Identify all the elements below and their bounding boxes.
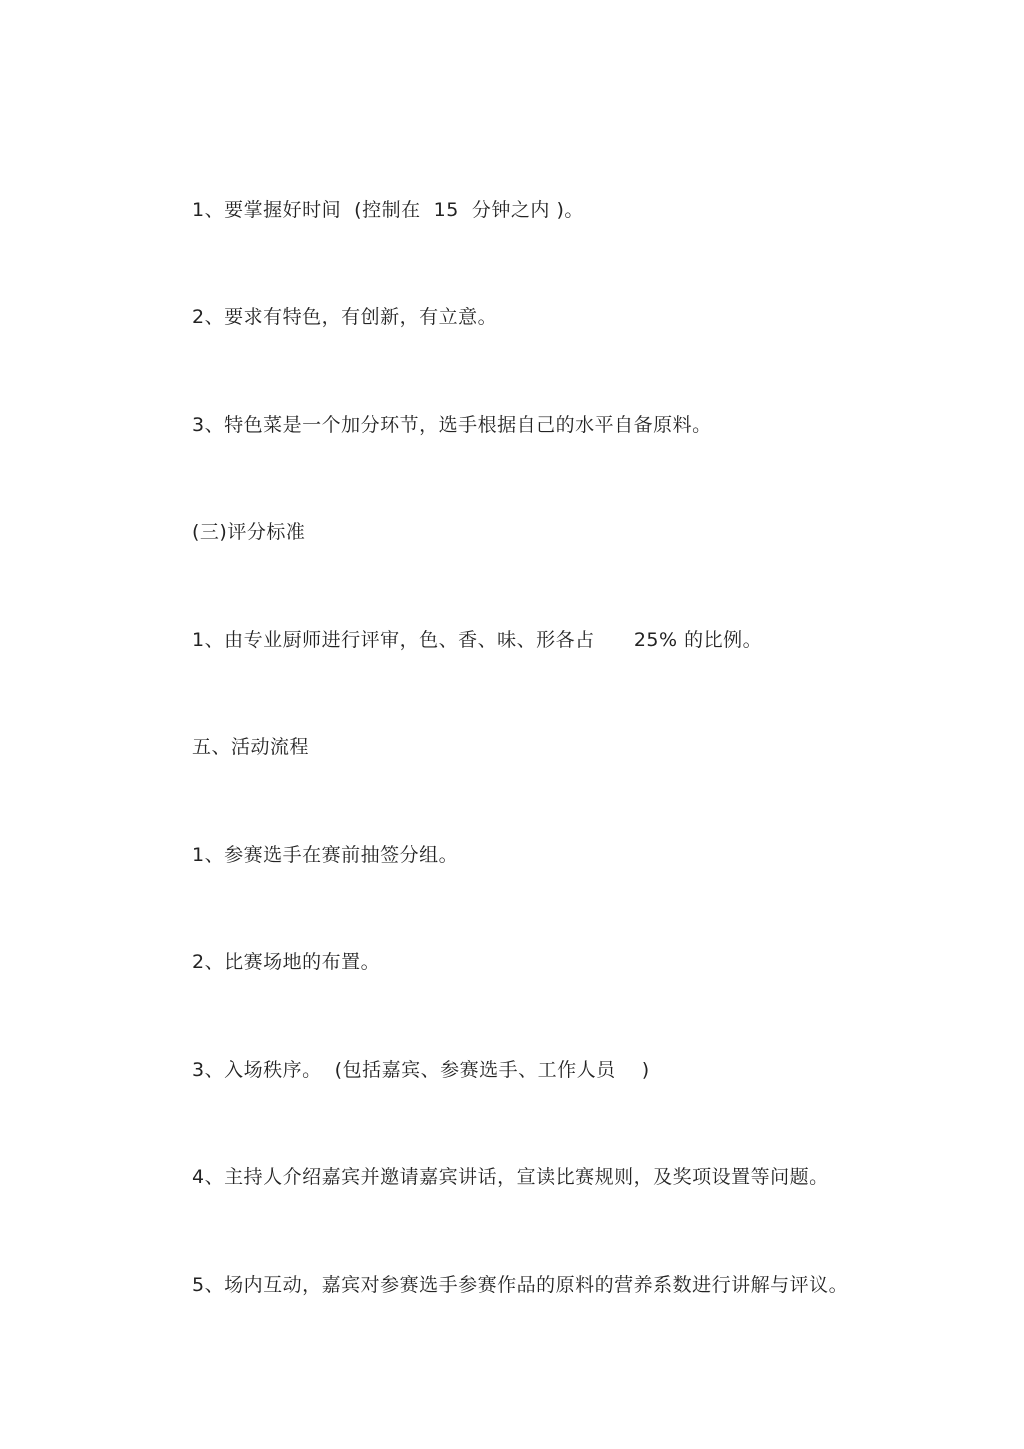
process-step-venue: 2、比赛场地的布置。 xyxy=(192,951,381,973)
section-process-heading: 五、活动流程 xyxy=(192,736,310,758)
scoring-criteria: 1、由专业厨师进行评审，色、香、味、形各占 25% 的比例。 xyxy=(192,629,763,651)
process-step-draw: 1、参赛选手在赛前抽签分组。 xyxy=(192,844,459,866)
section-scoring-heading: (三)评分标准 xyxy=(192,521,306,543)
process-step-host: 4、主持人介绍嘉宾并邀请嘉宾讲话，宣读比赛规则，及奖项设置等问题。 xyxy=(192,1166,829,1188)
rule-time-limit: 1、要掌握好时间 (控制在 15 分钟之内 )。 xyxy=(192,199,584,221)
process-step-interaction: 5、场内互动，嘉宾对参赛选手参赛作品的原料的营养系数进行讲解与评议。 xyxy=(192,1274,849,1296)
process-step-entry: 3、入场秩序。 (包括嘉宾、参赛选手、工作人员 ) xyxy=(192,1059,650,1081)
rule-signature-dish: 3、特色菜是一个加分环节，选手根据自己的水平自备原料。 xyxy=(192,414,712,436)
rule-creativity: 2、要求有特色，有创新，有立意。 xyxy=(192,306,498,328)
